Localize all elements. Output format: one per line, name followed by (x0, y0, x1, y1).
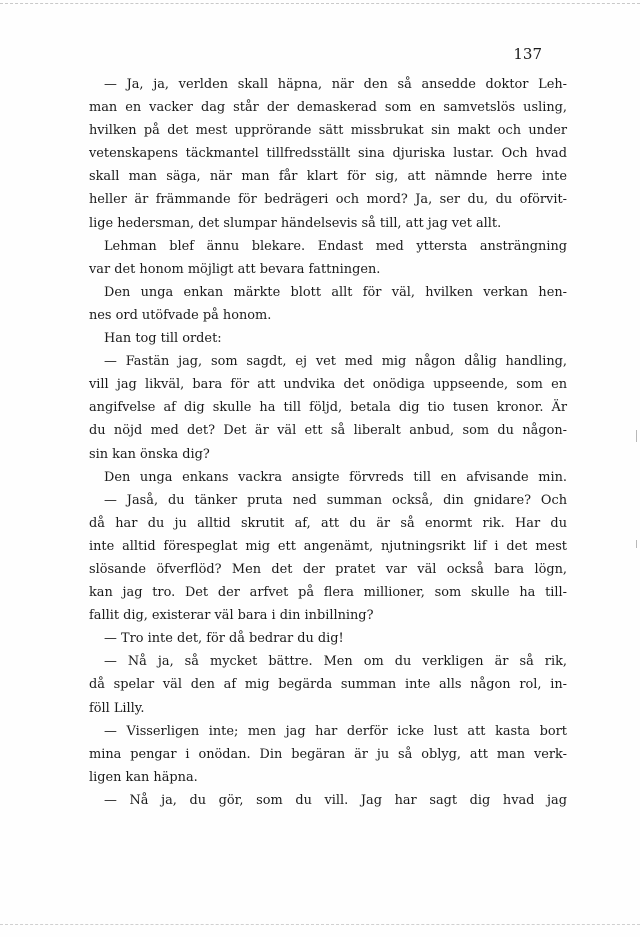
text-line: — Tro inte det, för då bedrar du dig! (104, 631, 344, 647)
text-line: skall man säga, när man får klart för sig, att nämnde herre inte (89, 169, 567, 185)
text-line: kan jag tro. Det der arfvet på flera millioner, som skulle ha till- (89, 585, 567, 601)
text-line: — Nå ja, du gör, som du vill. Jag har sagt dig hvad jag (104, 792, 567, 808)
text-line: vill jag likväl, bara för att undvika det onödiga uppseende, som en (89, 377, 567, 393)
text-line: nes ord utöfvade på honom. (89, 307, 272, 323)
page-number: 137 (513, 45, 542, 63)
text-line: angifvelse af dig skulle ha till följd, betala dig tio tusen kronor. Är (89, 400, 567, 416)
text-line: ligen kan häpna. (89, 769, 198, 785)
text-line: då spelar väl den af mig begärda summan inte alls någon rol, in- (89, 677, 567, 693)
top-edge-rule (0, 3, 640, 4)
text-line: man en vacker dag står der demaskerad som en samvetslös usling, (89, 100, 567, 116)
bottom-edge-rule (0, 924, 640, 925)
text-line: du nöjd med det? Det är väl ett så liberalt anbud, som du någon- (89, 423, 567, 439)
text-line: — Nå ja, så mycket bättre. Men om du verkligen är så rik, (104, 654, 567, 670)
text-line: Den unga enkans vackra ansigte förvreds till en afvisande min. (104, 469, 567, 485)
text-line: lige hedersman, det slumpar händelsevis så till, att jag vet allt. (89, 215, 502, 231)
text-line: heller är främmande för bedrägeri och mord? Ja, ser du, du oförvit- (89, 192, 567, 208)
text-line: Lehman blef ännu blekare. Endast med yttersta ansträngning (104, 238, 567, 254)
margin-mark (636, 430, 637, 442)
text-line: hvilken på det mest upprörande sätt missbrukat sin makt och under (89, 123, 567, 139)
text-line: Den unga enkan märkte blott allt för väl, hvilken verkan hen- (104, 284, 567, 300)
text-line: vetenskapens täckmantel tillfredsställt sina djuriska lustar. Och hvad (89, 146, 567, 162)
text-line: föll Lilly. (89, 700, 145, 716)
text-line: — Ja, ja, verlden skall häpna, när den så ansedde doktor Leh- (104, 77, 567, 92)
text-line: fallit dig, existerar väl bara i din inbillning? (89, 608, 374, 624)
text-line: sin kan önska dig? (89, 446, 210, 462)
text-line: Han tog till ordet: (104, 331, 222, 347)
margin-mark (636, 540, 637, 548)
text-line: mina pengar i onödan. Din begäran är ju så oblyg, att man verk- (89, 746, 567, 762)
text-line: slösande öfverflöd? Men det der pratet var väl också bara lögn, (89, 561, 567, 577)
text-line: var det honom möjligt att bevara fattningen. (89, 261, 381, 277)
text-line: då har du ju alltid skrutit af, att du är så enormt rik. Har du (89, 515, 567, 531)
text-line: inte alltid förespeglat mig ett angenämt, njutningsrikt lif i det mest (89, 538, 567, 554)
body-text (89, 73, 567, 812)
text-line: — Visserligen inte; men jag har derför icke lust att kasta bort (104, 723, 567, 739)
text-line: — Fastän jag, som sagdt, ej vet med mig någon dålig handling, (104, 354, 567, 370)
text-line: — Jaså, du tänker pruta ned summan också, din gnidare? Och (104, 492, 567, 508)
